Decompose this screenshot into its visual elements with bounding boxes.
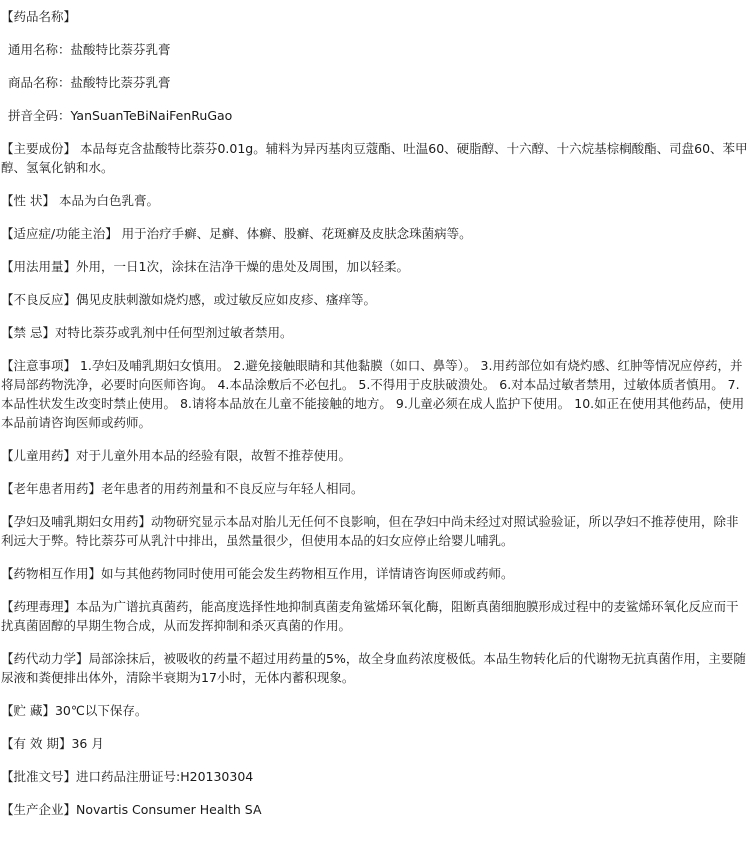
section-heading-drug-name: 【药品名称】: [1, 9, 77, 24]
section-pharmacology: 【药理毒理】本品为广谱抗真菌药，能高度选择性地抑制真菌麦角鲨烯环氧化酶，阻断真菌细胞膜形成过程中的麦鲨烯环氧化反应而干扰真菌固醇的早期生物合成，从而发挥抑制和杀灭真菌的作用。: [1, 599, 739, 633]
section-precautions: 【注意事项】 1.孕妇及哺乳期妇女慎用。 2.避免接触眼睛和其他黏膜（如口、鼻等）。 3.用药部位如有烧灼感、红肿等情况应停药，并将局部药物洗净，必要时向医师咨询。 4.本品涂敷后不必包扎。 5.不得用于皮肤破溃处。 6.对本品过敏者禁用，过敏体质者慎用。 7.本品性状发生改变时禁止使用。 8.请将本品放在儿童不能接触的地方。 9.儿童必须在成人监护下使用。 10.如正在使用其他药品，使用本品前请咨询医师或药师。: [1, 358, 745, 430]
pinyin-line: 拼音全码：YanSuanTeBiNaiFenRuGao: [8, 108, 233, 123]
section-pharmacokinetics: 【药代动力学】局部涂抹后，被吸收的药量不超过用药量的5%，故全身血药浓度极低。本品生物转化后的代谢物无抗真菌作用，主要随尿液和粪便排出体外，清除半衰期为17小时，无体内蓄积现象。: [1, 651, 746, 685]
section-pediatric-use: 【儿童用药】对于儿童外用本品的经验有限，故暂不推荐使用。: [1, 448, 352, 463]
section-shelf-life: 【有 效 期】36 月: [1, 736, 104, 751]
section-dosage: 【用法用量】外用，一日1次，涂抹在洁净干燥的患处及周围，加以轻柔。: [1, 259, 409, 274]
trade-name-line: 商品名称：盐酸特比萘芬乳膏: [8, 75, 171, 90]
section-storage: 【贮 藏】30℃以下保存。: [1, 703, 148, 718]
section-adverse-reactions: 【不良反应】偶见皮肤刺激如烧灼感，或过敏反应如皮疹、瘙痒等。: [1, 292, 377, 307]
section-contraindications: 【禁 忌】对特比萘芬或乳剂中任何型剂过敏者禁用。: [1, 325, 293, 340]
section-pregnancy-lactation: 【孕妇及哺乳期妇女用药】动物研究显示本品对胎儿无任何不良影响，但在孕妇中尚未经过对照试验验证，所以孕妇不推荐使用，除非利远大于弊。特比萘芬可从乳汁中排出，虽然量很少，但使用本品的妇女应停止给婴儿哺乳。: [1, 514, 739, 548]
section-ingredients: 【主要成份】 本品每克含盐酸特比萘芬0.01g。辅料为异丙基肉豆蔻酯、吐温60、硬脂醇、十六醇、十六烷基棕榈酸酯、司盘60、苯甲醇、氢氧化钠和水。: [1, 141, 748, 175]
generic-name-line: 通用名称：盐酸特比萘芬乳膏: [8, 42, 171, 57]
section-indications: 【适应症/功能主治】 用于治疗手癣、足癣、体癣、股癣、花斑癣及皮肤念珠菌病等。: [1, 226, 472, 241]
section-approval-number: 【批准文号】进口药品注册证号:H20130304: [1, 769, 254, 784]
section-appearance: 【性 状】 本品为白色乳膏。: [1, 193, 159, 208]
section-drug-interactions: 【药物相互作用】如与其他药物同时使用可能会发生药物相互作用，详情请咨询医师或药师。: [1, 566, 514, 581]
section-geriatric-use: 【老年患者用药】老年患者的用药剂量和不良反应与年轻人相同。: [1, 481, 364, 496]
section-manufacturer: 【生产企业】Novartis Consumer Health SA: [1, 802, 262, 817]
